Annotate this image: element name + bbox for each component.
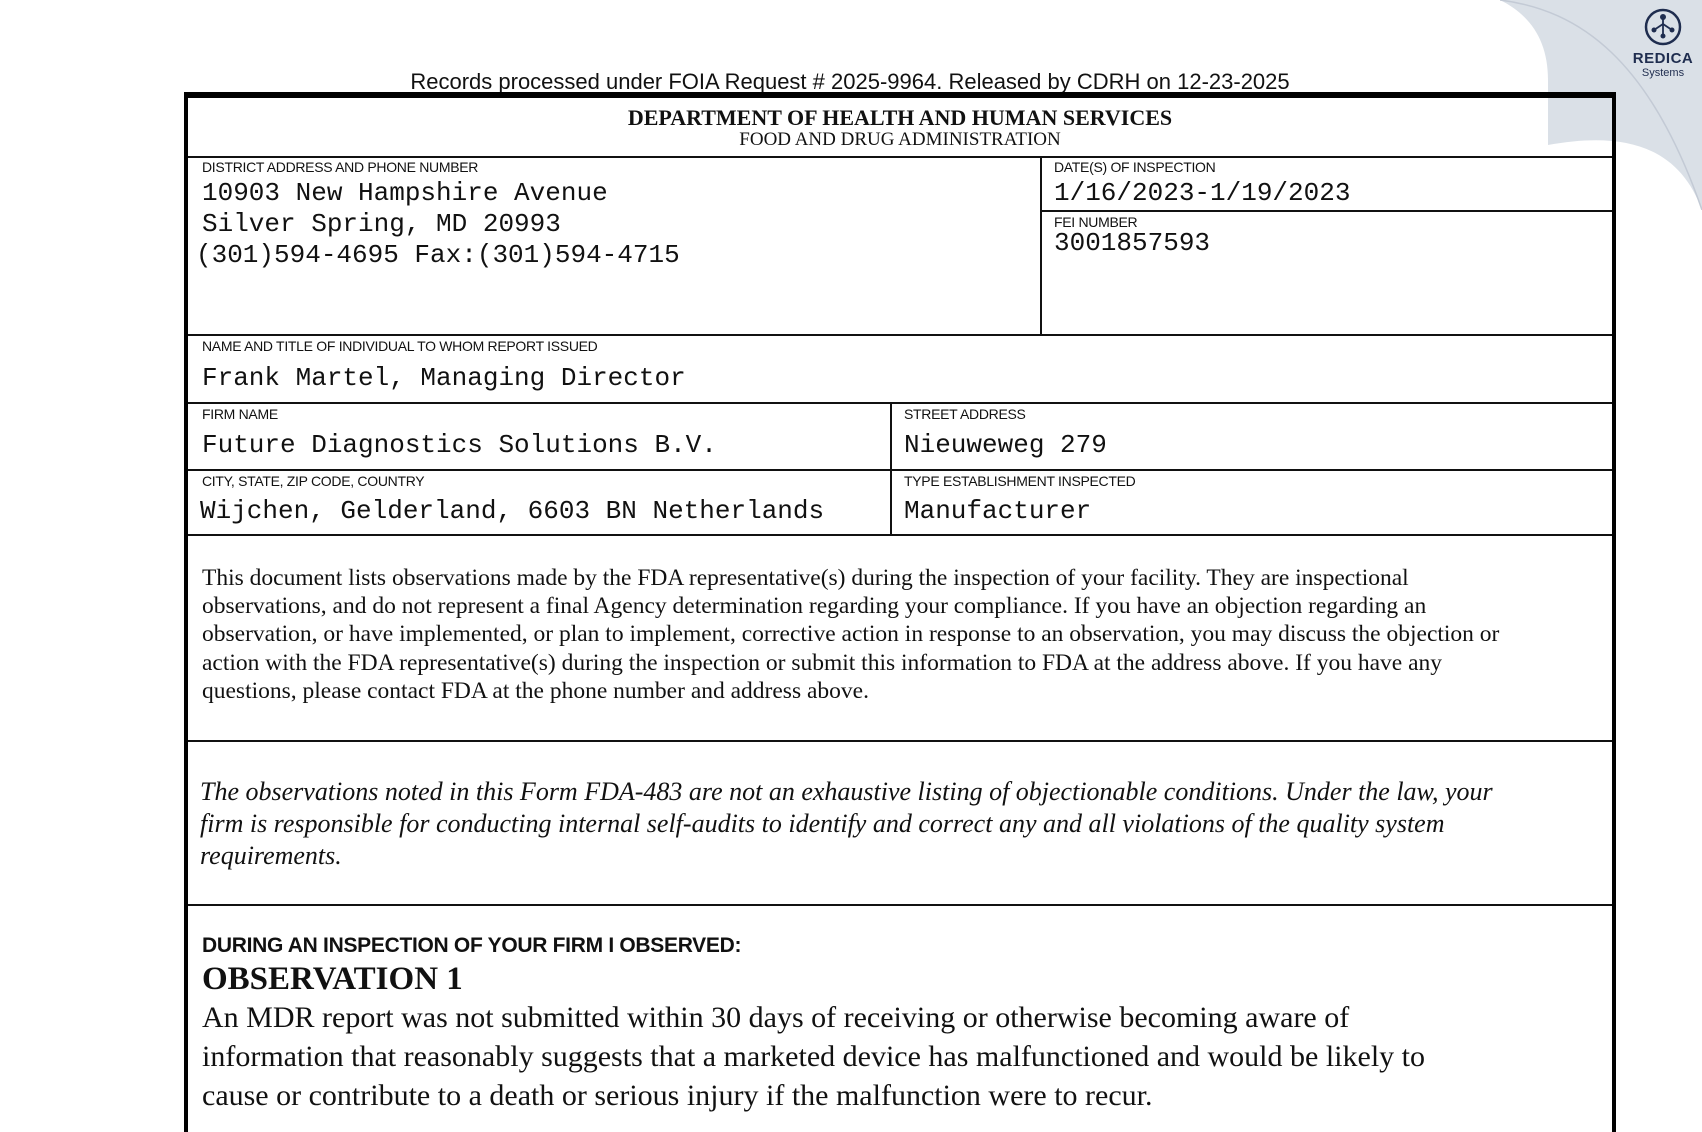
disclaimer-line: firm is responsible for conducting internal self-audits to identify and correct any and all violations of the quality system <box>200 809 1445 838</box>
rule <box>1040 210 1612 212</box>
rule-vertical <box>1040 156 1042 336</box>
recipient-label: NAME AND TITLE OF INDIVIDUAL TO WHOM REPORT ISSUED <box>202 338 598 354</box>
agency-header: FOOD AND DRUG ADMINISTRATION <box>739 129 1061 150</box>
city-value: Wijchen, Gelderland, 6603 BN Netherlands <box>200 496 825 526</box>
observation-line: An MDR report was not submitted within 30 days of receiving or otherwise becoming aware of <box>202 1001 1350 1034</box>
dates-label: DATE(S) OF INSPECTION <box>1054 159 1216 175</box>
foia-banner: Records processed under FOIA Request # 2025-9964. Released by CDRH on 12-23-2025 <box>410 69 1290 94</box>
establishment-label: TYPE ESTABLISHMENT INSPECTED <box>904 473 1136 489</box>
city-label: CITY, STATE, ZIP CODE, COUNTRY <box>202 473 425 489</box>
disclaimer-line: The observations noted in this Form FDA-483 are not an exhaustive listing of objectionable conditions. Under the law, your <box>200 777 1493 806</box>
department-header: DEPARTMENT OF HEALTH AND HUMAN SERVICES <box>627 105 1173 130</box>
observation-line: information that reasonably suggests that a marketed device has malfunctioned and would be likely to <box>202 1040 1425 1073</box>
district-line1: 10903 New Hampshire Avenue <box>202 178 608 208</box>
district-line3: (301)594-4695 Fax:(301)594-4715 <box>196 240 680 270</box>
fei-label: FEI NUMBER <box>1054 214 1138 230</box>
rule <box>188 402 1612 404</box>
redica-logo <box>1628 8 1698 79</box>
fei-value: 3001857593 <box>1054 228 1211 258</box>
rule <box>188 469 1612 471</box>
rule <box>188 740 1612 742</box>
recipient-value: Frank Martel, Managing Director <box>202 363 686 393</box>
street-label: STREET ADDRESS <box>904 406 1026 422</box>
rule <box>188 904 1612 906</box>
notice-line: action with the FDA representative(s) during the inspection or submit this information to FDA at the address above. If you have any <box>202 650 1443 676</box>
street-value: Nieuweweg 279 <box>904 430 1107 460</box>
observation-line: cause or contribute to a death or serious injury if the malfunction were to recur. <box>202 1079 1153 1112</box>
notice-line: observations, and do not represent a final Agency determination regarding your compliance. If you have an objection regarding an <box>202 593 1427 619</box>
notice-line: observation, or have implemented, or plan to implement, corrective action in response to an observation, you may discuss the objection or <box>202 621 1500 647</box>
rule <box>188 156 1612 158</box>
redica-sub: Systems <box>1641 67 1685 79</box>
dates-value: 1/16/2023-1/19/2023 <box>1054 178 1351 208</box>
redica-name: REDICA <box>1632 50 1694 67</box>
notice-line: This document lists observations made by the FDA representative(s) during the inspection of your facility. They are inspectional <box>202 565 1409 591</box>
rule <box>188 534 1612 536</box>
form-fda-483 <box>184 92 1616 1132</box>
notice-line: questions, please contact FDA at the phone number and address above. <box>202 678 869 704</box>
network-tree-icon <box>1643 8 1683 46</box>
district-label: DISTRICT ADDRESS AND PHONE NUMBER <box>202 159 479 175</box>
disclaimer-line: requirements. <box>200 841 342 870</box>
observations-intro: DURING AN INSPECTION OF YOUR FIRM I OBSERVED: <box>202 934 742 957</box>
observation-title: OBSERVATION 1 <box>202 961 463 997</box>
rule <box>188 334 1612 336</box>
firm-label: FIRM NAME <box>202 406 278 422</box>
establishment-value: Manufacturer <box>904 496 1092 526</box>
observation-text <box>202 998 1612 1115</box>
district-line2: Silver Spring, MD 20993 <box>202 209 561 239</box>
rule-vertical <box>890 402 892 536</box>
firm-value: Future Diagnostics Solutions B.V. <box>202 430 717 460</box>
